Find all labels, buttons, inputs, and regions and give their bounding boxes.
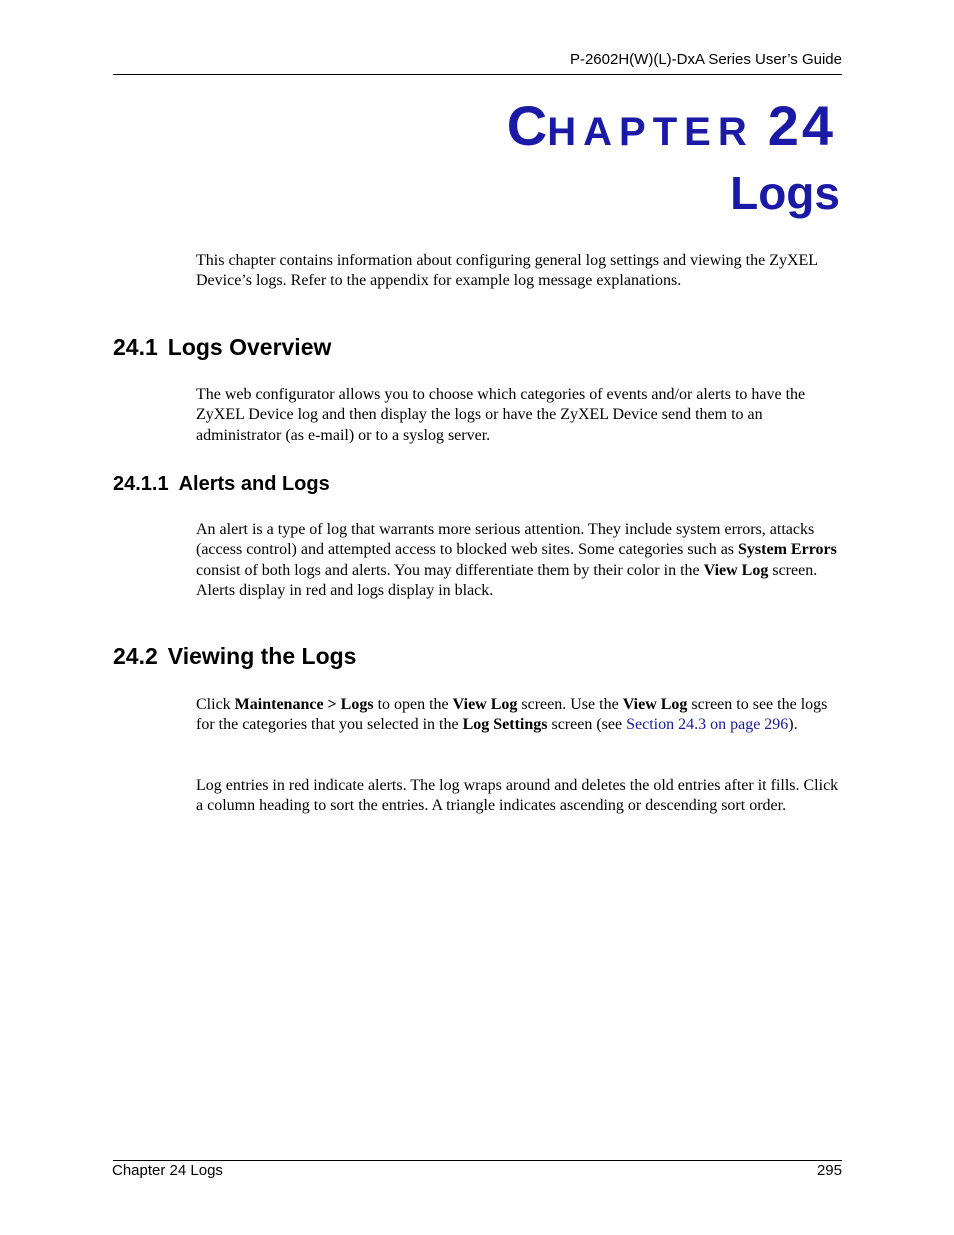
bold-term-view-log: View Log [452, 696, 518, 713]
section-title: Logs Overview [167, 334, 332, 360]
chapter-title: Logs [730, 167, 840, 219]
log-entries-paragraph: Log entries in red indicate alerts. The log wraps around and deletes the old entries after it fills. Click a column heading to sort the entries. A triangle indicates ascending or descending sort order. [196, 777, 839, 815]
alerts-paragraph [196, 520, 842, 601]
section-heading-viewing-the-logs [113, 643, 356, 671]
bold-term-view-log: View Log [622, 696, 688, 713]
subsection-heading-alerts-and-logs [113, 472, 330, 496]
text-run: screen. Alerts display in red and logs display in black. [196, 561, 818, 599]
logs-overview-paragraph: The web configurator allows you to choose which categories of events and/or alerts to have the ZyXEL Device log and then display the logs or have the ZyXEL Device send them to an administrator (as e-mail) or to a syslog server. [196, 386, 806, 444]
intro-paragraph: This chapter contains information about configuring general log settings and viewing the ZyXEL Device’s logs. Refer to the appendix for example log message explanations. [196, 252, 818, 290]
footer-chapter-label: Chapter 24 Logs [112, 1162, 223, 1179]
page-number: 295 [816, 1162, 842, 1179]
viewing-logs-paragraph [196, 695, 842, 736]
chapter-word-cap: C [506, 94, 548, 157]
bold-term-view-log: View Log [703, 561, 769, 579]
text-run: Click [196, 696, 235, 713]
section-number: 24.2 [113, 643, 158, 669]
chapter-number: 24 [767, 94, 836, 157]
subsection-title: Alerts and Logs [178, 473, 330, 495]
subsection-number: 24.1.1 [113, 473, 169, 495]
chapter-word-rest: HAPTER [547, 110, 754, 154]
header-divider [113, 74, 842, 75]
text-run: ). [788, 716, 798, 734]
section-heading-logs-overview [113, 334, 331, 362]
text-run: to open the [373, 696, 453, 713]
chapter-heading [506, 94, 836, 157]
text-run: screen. Use the [517, 696, 623, 713]
text-run: consist of both logs and alerts. You may differentiate them by their color in the [196, 561, 704, 579]
bold-term-system-errors: System Errors [738, 541, 837, 559]
bold-term-log-settings: Log Settings [462, 716, 548, 734]
section-title: Viewing the Logs [167, 643, 357, 669]
section-24-3-link[interactable]: Section 24.3 on page 296 [626, 716, 789, 734]
section-number: 24.1 [113, 334, 158, 360]
footer-divider [113, 1160, 842, 1161]
text-run: screen to see the logs for the categories that you selected in the [196, 696, 828, 734]
guide-title: P-2602H(W)(L)-DxA Series User’s Guide [569, 51, 842, 68]
text-run: screen (see [547, 716, 627, 734]
bold-term-maintenance-logs: Maintenance > Logs [234, 696, 374, 713]
text-run: An alert is a type of log that warrants more serious attention. They include system errors, attacks (access control) and attempted access to blocked web sites. Some categories such as [196, 521, 815, 559]
